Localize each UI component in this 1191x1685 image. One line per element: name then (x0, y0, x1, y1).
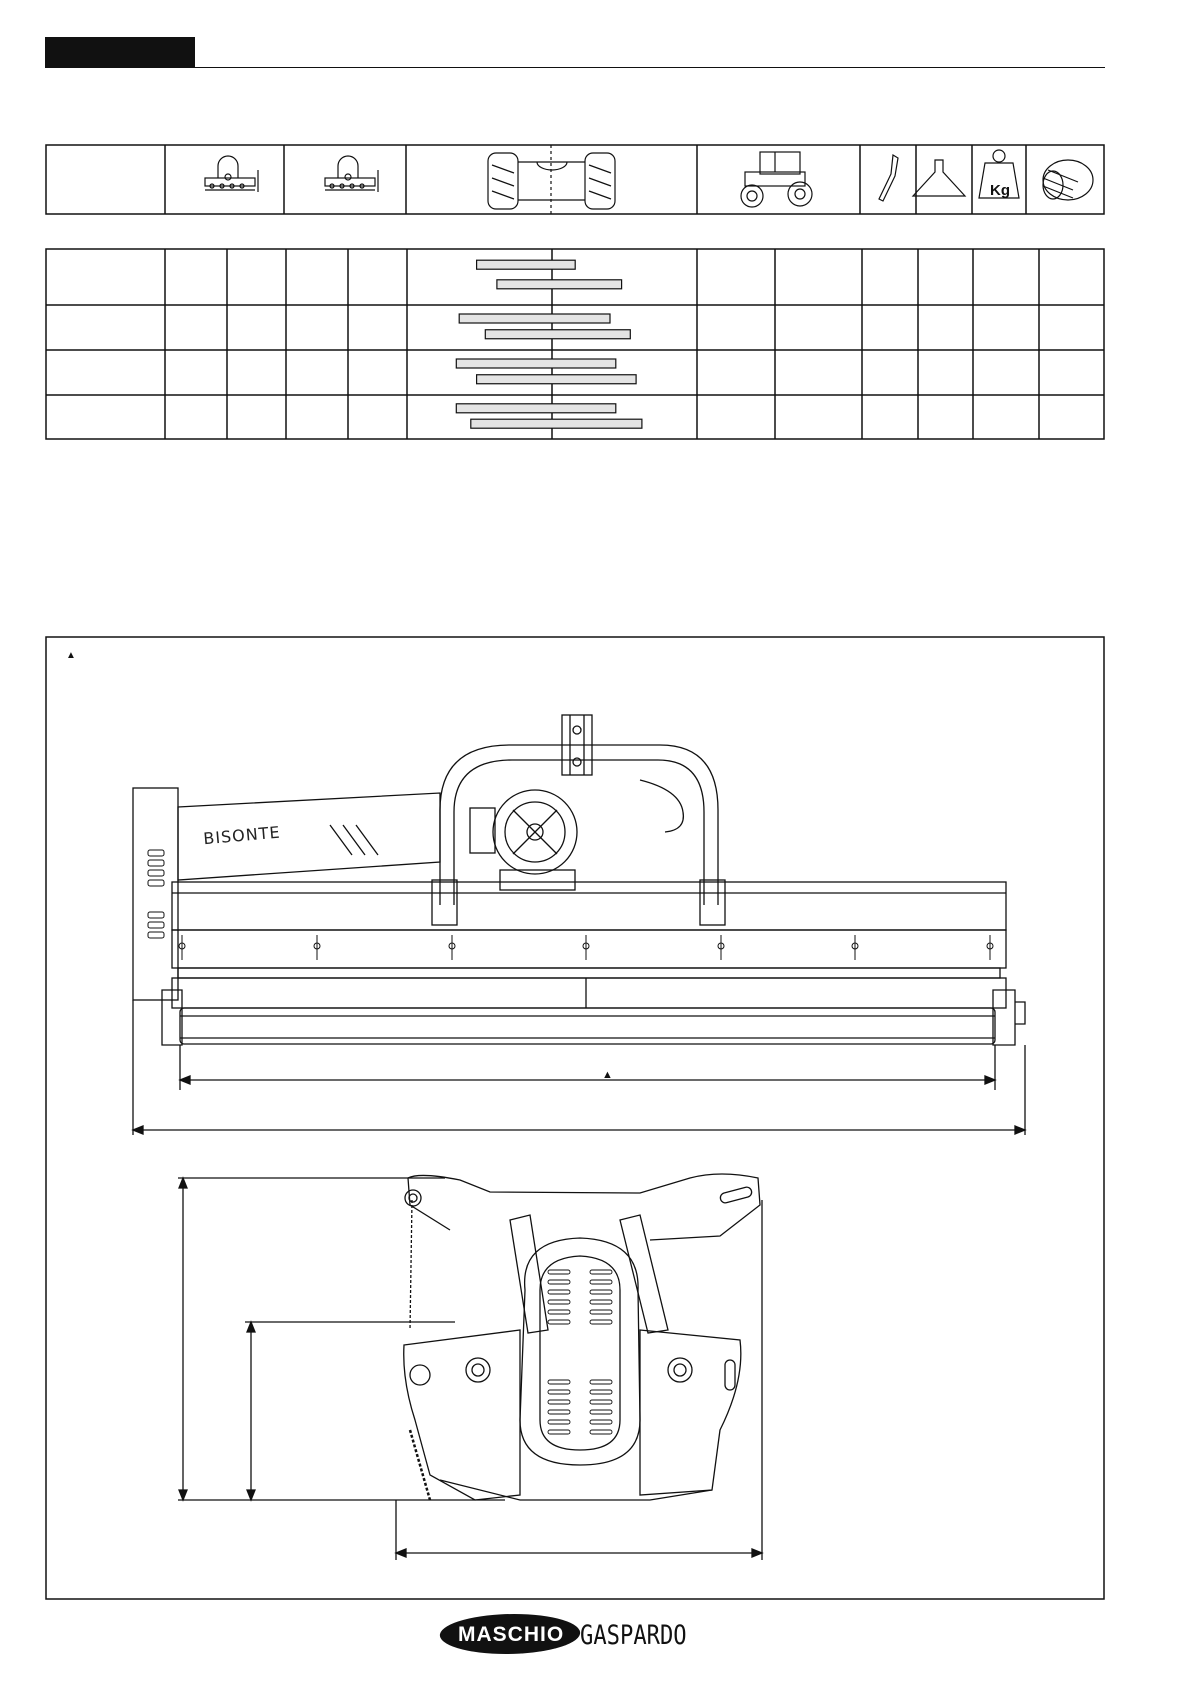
front-view-drawing (133, 715, 1025, 1045)
table-bar (477, 260, 576, 269)
mower-offset-icon (325, 156, 378, 192)
brand-logo (440, 1610, 730, 1660)
table-bar (459, 314, 610, 323)
brand-left: MASCHIO (458, 1623, 565, 1646)
machine-label: BISONTE (202, 822, 282, 849)
brand-right: GASPARDO (580, 1620, 687, 1651)
legend-marker: ▲ (66, 650, 76, 661)
table-bar (485, 330, 630, 339)
blade-icon (879, 155, 898, 201)
side-view-drawing (404, 1174, 760, 1500)
table-bar (477, 375, 636, 384)
tractor-track-icon (488, 145, 615, 214)
table-bar (456, 404, 616, 413)
mower-side-icon (205, 156, 258, 192)
table-bar (471, 419, 642, 428)
dimension-marker: ▲ (602, 1069, 613, 1081)
weight-icon-label: Kg (990, 182, 1010, 199)
table-bars (456, 260, 642, 428)
tractor-icon (741, 152, 812, 207)
width-dimensions (133, 1000, 1025, 1135)
table-bar (497, 280, 622, 289)
table-bar (456, 359, 616, 368)
pto-shaft-icon (1043, 160, 1093, 200)
drawing-frame (46, 637, 1104, 1599)
hammer-icon (913, 160, 965, 196)
